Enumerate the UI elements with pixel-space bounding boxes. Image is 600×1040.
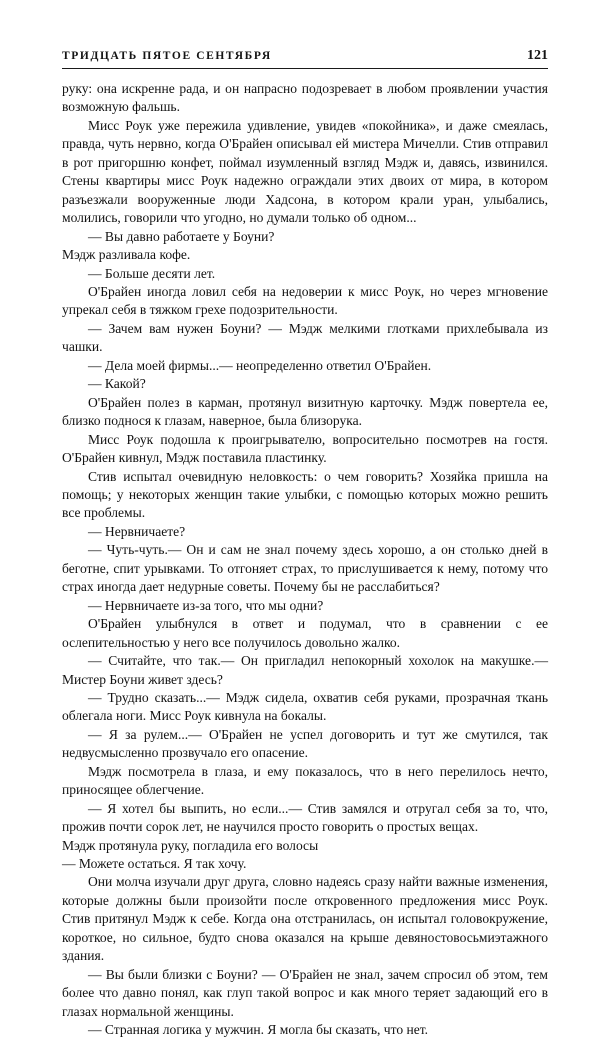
paragraph: Мэдж посмотрела в глаза, и ему показалось, что в него перелилось нечто, приносящее облегчение. [62,763,548,798]
paragraph: — Дела моей фирмы...— неопределенно ответил О'Брайен. [88,357,432,373]
paragraph: — Нервничаете из-за того, что мы одни? [88,597,324,613]
paragraph: Мэдж разливала кофе. [62,247,191,263]
paragraph: руку: она искренне рада, и он напрасно подозревает в любом проявлении участия возможную фальшь. [62,81,548,115]
paragraph: Мэдж протянула руку, погладила его волосы [62,837,319,853]
paragraph: — Чуть-чуть.— Он и сам не знал почему здесь хорошо, а он столько дней в беготне, спит урывками. То отгоняет страх, то прислушивается к нему, потому что страх иногда дает недурные советы. Почему бы не расслабиться? [62,542,548,595]
paragraph: — Я за рулем...— О'Брайен не успел договорить и тут же смутился, так недвусмысленно прозвучало его опасение. [62,726,548,761]
paragraph: — Я хотел бы выпить, но если...— Стив замялся и отругал себя за то, что, прожив почти сорок лет, не научился просто говорить о простых вещах. [62,800,548,835]
paragraph: — Какой? [88,376,146,392]
paragraph: — Можете остаться. Я так хочу. [62,856,247,872]
page-number: 121 [527,48,548,63]
paragraph: Они молча изучали друг друга, словно надеясь сразу найти важные изменения, которые должны были произойти после откровенного предложения мисс Роук. Стив притянул Мэдж к себе. Когда она отстранилась, он испытал головокружение, короткое, но сильное, будто снова оказался на крыше девяностовосьмиэтажного здания. [62,874,548,964]
body-text [62,80,548,1040]
paragraph: — Больше десяти лет. [88,265,216,281]
header-divider [62,68,548,69]
paragraph: О'Брайен иногда ловил себя на недоверии к мисс Роук, но через мгновение упрекал себя в тяжком грехе подозрительности. [62,283,548,318]
paragraph: — Считайте, что так.— Он пригладил непокорный хохолок на макушке.— Мистер Боуни живет здесь? [62,653,548,687]
paragraph: Мисс Роук подошла к проигрывателю, вопросительно посмотрев на гостя. О'Брайен кивнул, Мэдж поставила пластинку. [62,431,548,466]
paragraph: О'Брайен улыбнулся в ответ и подумал, что в сравнении с ее ослепительностью у него все получилось довольно жалко. [62,616,548,650]
running-title: ТРИДЦАТЬ ПЯТОЕ СЕНТЯБРЯ [62,50,272,62]
paragraph: — Трудно сказать...— Мэдж сидела, охватив себя руками, прозрачная ткань облегала ноги. Мисс Роук кивнула на бокалы. [62,689,548,724]
paragraph: — Странная логика у мужчин. Я могла бы сказать, что нет. [88,1022,429,1038]
paragraph: — Вы давно работаете у Боуни? [88,228,275,244]
paragraph: Мисс Роук уже пережила удивление, увидев «покойника», и даже смеялась, правда, чуть нервно, когда О'Брайен описывал ей мистера Мичелли. Стив отправил в рот пригоршню конфет, поймал изумленный взгляд Мэдж и, давясь, извинился. Стены квартиры мисс Роук надежно ограждали этих двоих от мира, в котором разъезжали вооруженные люди Хадсона, в котором крали уран, улыбались, молились, говорили что угодно, но думали только об одном... [62,117,548,226]
paragraph: — Зачем вам нужен Боуни? — Мэдж мелкими глотками прихлебывала из чашки. [62,320,548,355]
paragraph: О'Брайен полез в карман, протянул визитную карточку. Мэдж повертела ее, близко поднося к глазам, наверное, была близорука. [62,394,548,429]
paragraph: — Вы были близки с Боуни? — О'Брайен не знал, зачем спросил об этом, тем более что давно понял, как глуп такой вопрос и как много теряет задающий его в глазах нормальной женщины. [62,966,548,1019]
paragraph: — Нервничаете? [88,523,186,539]
paragraph: Стив испытал очевидную неловкость: о чем говорить? Хозяйка пришла на помощь; у некоторых женщин такие улыбки, с помощью которых можно решить все проблемы. [62,468,548,521]
page-header [62,48,548,64]
